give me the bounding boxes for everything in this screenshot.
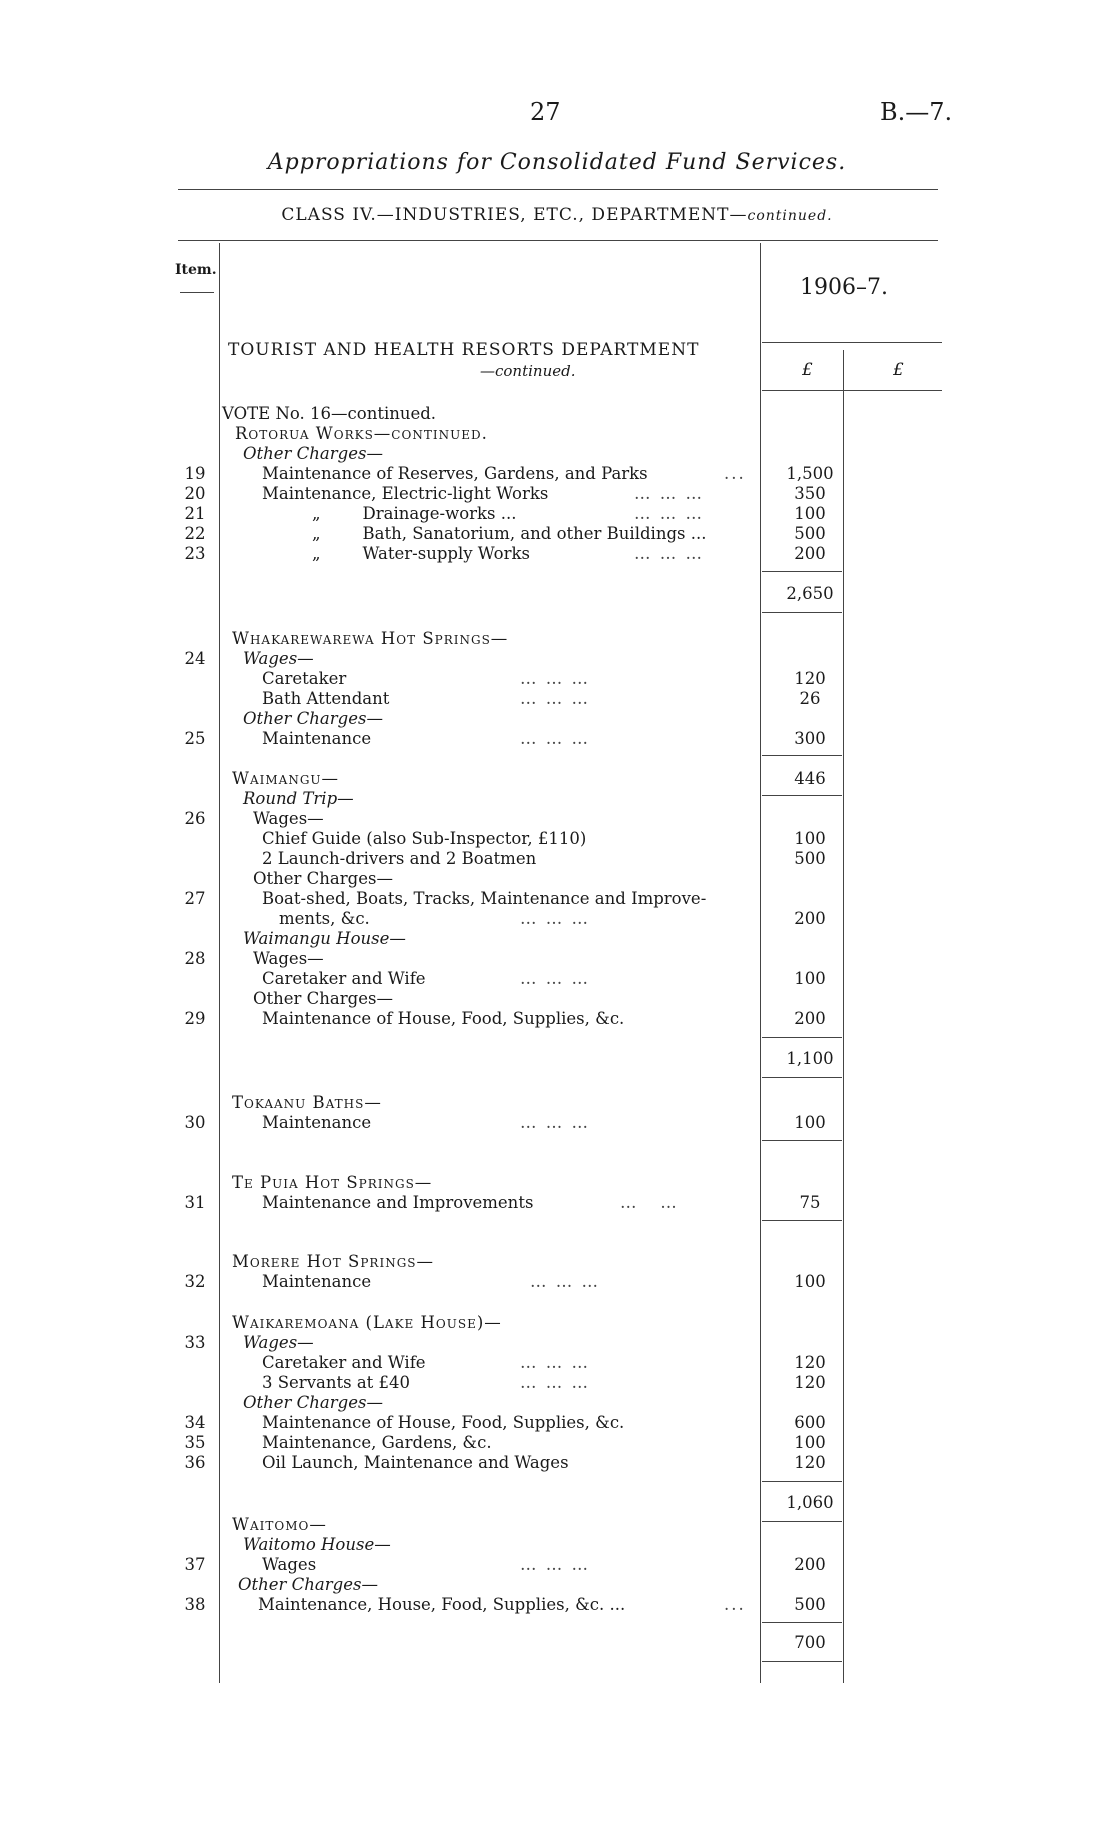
subtotal-rule — [762, 1140, 842, 1141]
row-amount: 26 — [799, 689, 821, 708]
row-label: Maintenance — [262, 729, 372, 748]
row-label: Te Puia Hot Springs— — [232, 1173, 433, 1192]
row-label: Other Charges— — [243, 709, 383, 728]
table-row — [0, 1413, 1114, 1433]
class-heading-text: CLASS IV.—INDUSTRIES, ETC., DEPARTMENT— — [281, 205, 748, 225]
subtotal-amount: 1,060 — [786, 1493, 834, 1512]
row-label: Maintenance — [262, 1272, 372, 1291]
row-label: Whakarewarewa Hot Springs— — [232, 629, 509, 648]
item-number: 23 — [184, 544, 206, 563]
section-heading — [0, 1252, 1114, 1272]
row-label: Caretaker and Wife — [262, 1353, 426, 1372]
row-label: Maintenance, Electric-light Works — [262, 484, 549, 503]
class-heading-continued: continued. — [747, 208, 833, 224]
dot-leader: … … … — [634, 504, 704, 523]
dot-leader: … … … — [520, 1555, 590, 1574]
subtotal-rule — [762, 1220, 842, 1221]
pound-rule — [762, 390, 942, 391]
row-label: Wages— — [243, 1333, 314, 1352]
row-amount: 100 — [794, 1433, 826, 1452]
row-amount: 1,500 — [786, 464, 834, 483]
row-label: Tokaanu Baths— — [232, 1093, 382, 1112]
page-title: Appropriations for Consolidated Fund Services. — [267, 150, 847, 175]
item-number: 22 — [184, 524, 206, 543]
dot-leader: … … … — [520, 729, 590, 748]
subtotal-row — [0, 584, 1114, 604]
subtotal-rule — [762, 1037, 842, 1038]
table-row — [0, 1595, 1114, 1615]
section-heading — [0, 1313, 1114, 1333]
subtotal-amount: 1,100 — [786, 1049, 834, 1068]
subtotal-amount: 700 — [794, 1633, 826, 1652]
subheading — [0, 1535, 1114, 1555]
dot-leader: … … … — [634, 544, 704, 563]
row-label: Maintenance of Reserves, Gardens, and Parks — [262, 464, 648, 483]
row-amount: 200 — [794, 1009, 826, 1028]
row-label: Waitomo House— — [243, 1535, 391, 1554]
dot-leader: … … … — [530, 1272, 600, 1291]
row-label: Other Charges— — [243, 444, 383, 463]
section-heading — [0, 424, 1114, 444]
subtotal-rule — [762, 1481, 842, 1482]
row-label: Caretaker and Wife — [262, 969, 426, 988]
row-label: Waikaremoana (Lake House)— — [232, 1313, 502, 1332]
subtotal-amount: 446 — [794, 769, 826, 788]
document-reference: B.—7. — [880, 98, 953, 126]
subtotal-row — [0, 1493, 1114, 1513]
row-label: Wages — [262, 1555, 317, 1574]
class-heading — [0, 205, 1114, 225]
dot-leader: … … … — [520, 909, 590, 928]
table-top-rule — [178, 240, 938, 241]
table-row — [0, 544, 1114, 564]
item-number: 32 — [184, 1272, 206, 1291]
section-heading — [0, 1173, 1114, 1193]
subtotal-row — [0, 1049, 1114, 1069]
table-row — [0, 1353, 1114, 1373]
table-row — [0, 829, 1114, 849]
row-amount: 200 — [794, 909, 826, 928]
item-number: 29 — [184, 1009, 206, 1028]
subtotal-row — [0, 1633, 1114, 1653]
vote-heading — [0, 404, 1114, 424]
row-label: Waimangu— — [232, 769, 340, 788]
dot-leader: … … … — [634, 484, 704, 503]
item-number: 27 — [184, 889, 206, 908]
row-label: Caretaker — [262, 669, 347, 688]
section-heading — [0, 1093, 1114, 1113]
row-amount: 100 — [794, 504, 826, 523]
item-number: 26 — [184, 809, 206, 828]
table-row — [0, 729, 1114, 749]
row-label: Other Charges— — [253, 989, 393, 1008]
subheading — [0, 869, 1114, 889]
dot-leader: … … … — [520, 689, 590, 708]
row-label: Maintenance — [262, 1113, 372, 1132]
row-label: Maintenance, Gardens, &c. — [262, 1433, 492, 1452]
subheading — [0, 789, 1114, 809]
table-row — [0, 889, 1114, 909]
dot-leader: … … … — [520, 1353, 590, 1372]
row-amount: 300 — [794, 729, 826, 748]
table-row — [0, 669, 1114, 689]
subtotal-rule — [762, 1077, 842, 1078]
row-amount: 75 — [799, 1193, 821, 1212]
fiscal-year: 1906–7. — [800, 275, 888, 300]
item-number: 30 — [184, 1113, 206, 1132]
item-number: 20 — [184, 484, 206, 503]
row-label: Waimangu House— — [243, 929, 406, 948]
row-amount: 500 — [794, 524, 826, 543]
item-number: 34 — [184, 1413, 206, 1432]
subheading — [0, 989, 1114, 1009]
table-row — [0, 484, 1114, 504]
row-label: ments, &c. — [279, 909, 370, 928]
department-continued: —continued. — [480, 362, 576, 380]
subheading — [0, 929, 1114, 949]
row-label: Round Trip— — [243, 789, 354, 808]
item-column-header: Item. — [175, 262, 217, 278]
row-label: Maintenance of House, Food, Supplies, &c. — [262, 1009, 625, 1028]
subheading — [0, 444, 1114, 464]
item-number: 33 — [184, 1333, 206, 1352]
item-number: 19 — [184, 464, 206, 483]
table-row — [0, 809, 1114, 829]
table-row — [0, 969, 1114, 989]
row-label: Wages— — [243, 649, 314, 668]
row-amount: 500 — [794, 849, 826, 868]
year-rule — [762, 342, 942, 343]
row-label: Waitomo— — [232, 1515, 327, 1534]
table-row — [0, 1193, 1114, 1213]
row-amount: 350 — [794, 484, 826, 503]
subtotal-rule — [762, 612, 842, 613]
subtotal-rule — [762, 571, 842, 572]
row-label: Chief Guide (also Sub-Inspector, £110) — [262, 829, 587, 848]
table-row — [0, 689, 1114, 709]
pound-header-total: £ — [893, 360, 904, 380]
section-heading — [0, 629, 1114, 649]
table-row — [0, 1333, 1114, 1353]
row-label: Maintenance and Improvements — [262, 1193, 534, 1212]
section-heading — [0, 1515, 1114, 1535]
table-row — [0, 1373, 1114, 1393]
row-label: Oil Launch, Maintenance and Wages — [262, 1453, 569, 1472]
row-amount: 100 — [794, 829, 826, 848]
row-label: Other Charges— — [238, 1575, 378, 1594]
table-row — [0, 649, 1114, 669]
row-label: 2 Launch-drivers and 2 Boatmen — [262, 849, 537, 868]
row-label: Other Charges— — [253, 869, 393, 888]
subheading — [0, 709, 1114, 729]
row-label: Bath Attendant — [262, 689, 390, 708]
row-label: VOTE No. 16—continued. — [222, 404, 437, 423]
row-label: Boat-shed, Boats, Tracks, Maintenance and Improve- — [262, 889, 707, 908]
row-amount: 600 — [794, 1413, 826, 1432]
table-row — [0, 464, 1114, 484]
row-label: „ Bath, Sanatorium, and other Buildings ... — [312, 524, 707, 543]
table-row — [0, 909, 1114, 929]
row-label: Maintenance, House, Food, Supplies, &c. ... — [258, 1595, 626, 1614]
row-amount: 100 — [794, 969, 826, 988]
row-label: Wages— — [253, 949, 324, 968]
item-number: 36 — [184, 1453, 206, 1472]
item-number: 21 — [184, 504, 206, 523]
row-amount: 120 — [794, 669, 826, 688]
dot-leader: … … … — [520, 1113, 590, 1132]
item-number: 37 — [184, 1555, 206, 1574]
subheading — [0, 1393, 1114, 1413]
table-row — [0, 524, 1114, 544]
row-amount: 120 — [794, 1353, 826, 1372]
page-number: 27 — [530, 98, 561, 126]
dot-leader: … … … — [520, 969, 590, 988]
department-heading: TOURIST AND HEALTH RESORTS DEPARTMENT — [228, 340, 700, 360]
row-label: Wages— — [253, 809, 324, 828]
table-row — [0, 1272, 1114, 1292]
pound-header-amount: £ — [802, 360, 813, 380]
row-amount: 100 — [794, 1272, 826, 1291]
item-header-rule — [180, 292, 214, 293]
table-row — [0, 1453, 1114, 1473]
dot-leader: ... — [724, 464, 746, 483]
table-row — [0, 504, 1114, 524]
table-row — [0, 1555, 1114, 1575]
row-amount: 500 — [794, 1595, 826, 1614]
table-row — [0, 949, 1114, 969]
row-label: „ Drainage-works ... — [312, 504, 517, 523]
row-amount: 120 — [794, 1373, 826, 1392]
table-row — [0, 1009, 1114, 1029]
item-number: 31 — [184, 1193, 206, 1212]
item-number: 38 — [184, 1595, 206, 1614]
dot-leader: … … … — [520, 1373, 590, 1392]
item-number: 24 — [184, 649, 206, 668]
table-row — [0, 1113, 1114, 1133]
dot-leader: … … — [620, 1193, 679, 1212]
row-amount: 200 — [794, 544, 826, 563]
row-label: Maintenance of House, Food, Supplies, &c. — [262, 1413, 625, 1432]
dot-leader: … … … — [520, 669, 590, 688]
row-label: „ Water-supply Works — [312, 544, 530, 563]
row-label: Rotorua Works—continued. — [235, 424, 488, 443]
subtotal-amount: 2,650 — [786, 584, 834, 603]
item-number: 28 — [184, 949, 206, 968]
section-heading — [0, 769, 1114, 789]
row-amount: 120 — [794, 1453, 826, 1472]
subtotal-rule — [762, 1622, 842, 1623]
row-label: Other Charges— — [243, 1393, 383, 1412]
subtotal-rule — [762, 1661, 842, 1662]
row-label: 3 Servants at £40 — [262, 1373, 411, 1392]
table-row — [0, 849, 1114, 869]
row-amount: 200 — [794, 1555, 826, 1574]
row-amount: 100 — [794, 1113, 826, 1132]
item-number: 35 — [184, 1433, 206, 1452]
row-label: Morere Hot Springs— — [232, 1252, 435, 1271]
subtotal-rule — [762, 755, 842, 756]
subheading — [0, 1575, 1114, 1595]
item-number: 25 — [184, 729, 206, 748]
table-row — [0, 1433, 1114, 1453]
title-rule — [178, 189, 938, 190]
dot-leader: ... — [724, 1595, 746, 1614]
